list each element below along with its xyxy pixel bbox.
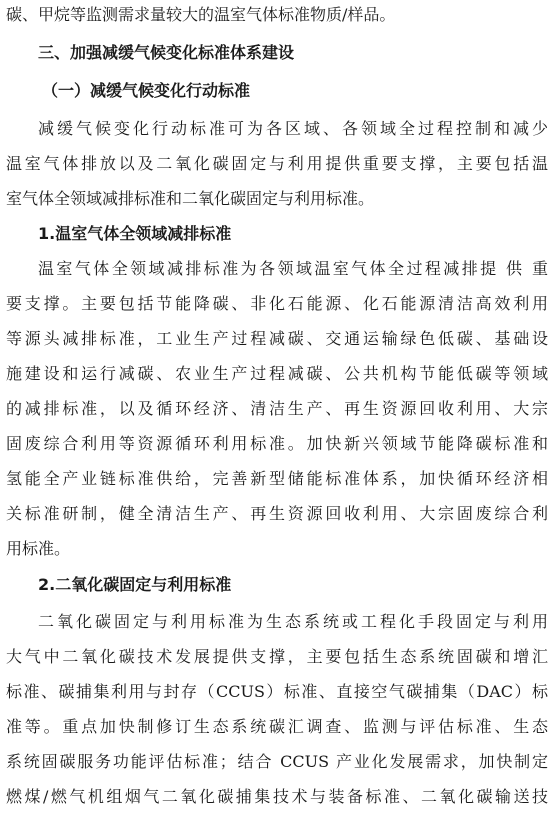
paragraph-line: 要支撑。主要包括节能降碳、非化石能源、化石能源清洁高效利用 bbox=[6, 294, 548, 313]
item-heading: 2.二氧化碳固定与利用标准 bbox=[38, 575, 232, 594]
item-heading: 1.温室气体全领域减排标准 bbox=[38, 224, 232, 243]
paragraph-line: 准等。重点加快制修订生态系统碳汇调查、监测与评估标准、生态 bbox=[6, 717, 548, 736]
paragraph-line: 减缓气候变化行动标准可为各区域、各领域全过程控制和减少 bbox=[38, 119, 548, 138]
paragraph-line: 大气中二氧化碳技术发展提供支撑，主要包括生态系统固碳和增汇 bbox=[6, 647, 548, 666]
subsection-heading: （一）减缓气候变化行动标准 bbox=[42, 81, 251, 100]
paragraph-line: 室气体全领域减排标准和二氧化碳固定与利用标准。 bbox=[6, 189, 375, 208]
paragraph-line: 固废综合利用等资源循环利用标准。加快新兴领域节能降碳标准和 bbox=[6, 434, 548, 453]
paragraph-line: 燃煤/燃气机组烟气二氧化碳捕集技术与装备标准、二氧化碳输送技 bbox=[6, 787, 548, 806]
paragraph-line: 标准、碳捕集利用与封存（CCUS）标准、直接空气碳捕集（DAC）标 bbox=[6, 682, 548, 701]
paragraph-line: 温室气体排放以及二氧化碳固定与利用提供重要支撑，主要包括温 bbox=[6, 154, 548, 173]
section-heading: 三、加强减缓气候变化标准体系建设 bbox=[38, 43, 295, 62]
paragraph-line: 二氧化碳固定与利用标准为生态系统或工程化手段固定与利用 bbox=[38, 612, 548, 631]
paragraph-line: 用标准。 bbox=[6, 539, 71, 558]
paragraph-line: 的减排标准，以及循环经济、清洁生产、再生资源回收利用、大宗 bbox=[6, 399, 548, 418]
paragraph-line: 系统固碳服务功能评估标准；结合 CCUS 产业化发展需求，加快制定 bbox=[6, 752, 548, 771]
paragraph-line: 施建设和运行减碳、农业生产过程减碳、公共机构节能低碳等领域 bbox=[6, 364, 548, 383]
text-line: 碳、甲烷等监测需求量较大的温室气体标准物质/样品。 bbox=[6, 5, 396, 24]
paragraph-line: 关标准研制，健全清洁生产、再生资源回收利用、大宗固废综合利 bbox=[6, 504, 548, 523]
paragraph-line: 氢能全产业链标准供给，完善新型储能标准体系，加快循环经济相 bbox=[6, 469, 548, 488]
paragraph-line: 温室气体全领域减排标准为各领域温室气体全过程减排提 供 重 bbox=[38, 259, 548, 278]
paragraph-line: 等源头减排标准，工业生产过程减碳、交通运输绿色低碳、基础设 bbox=[6, 329, 548, 348]
